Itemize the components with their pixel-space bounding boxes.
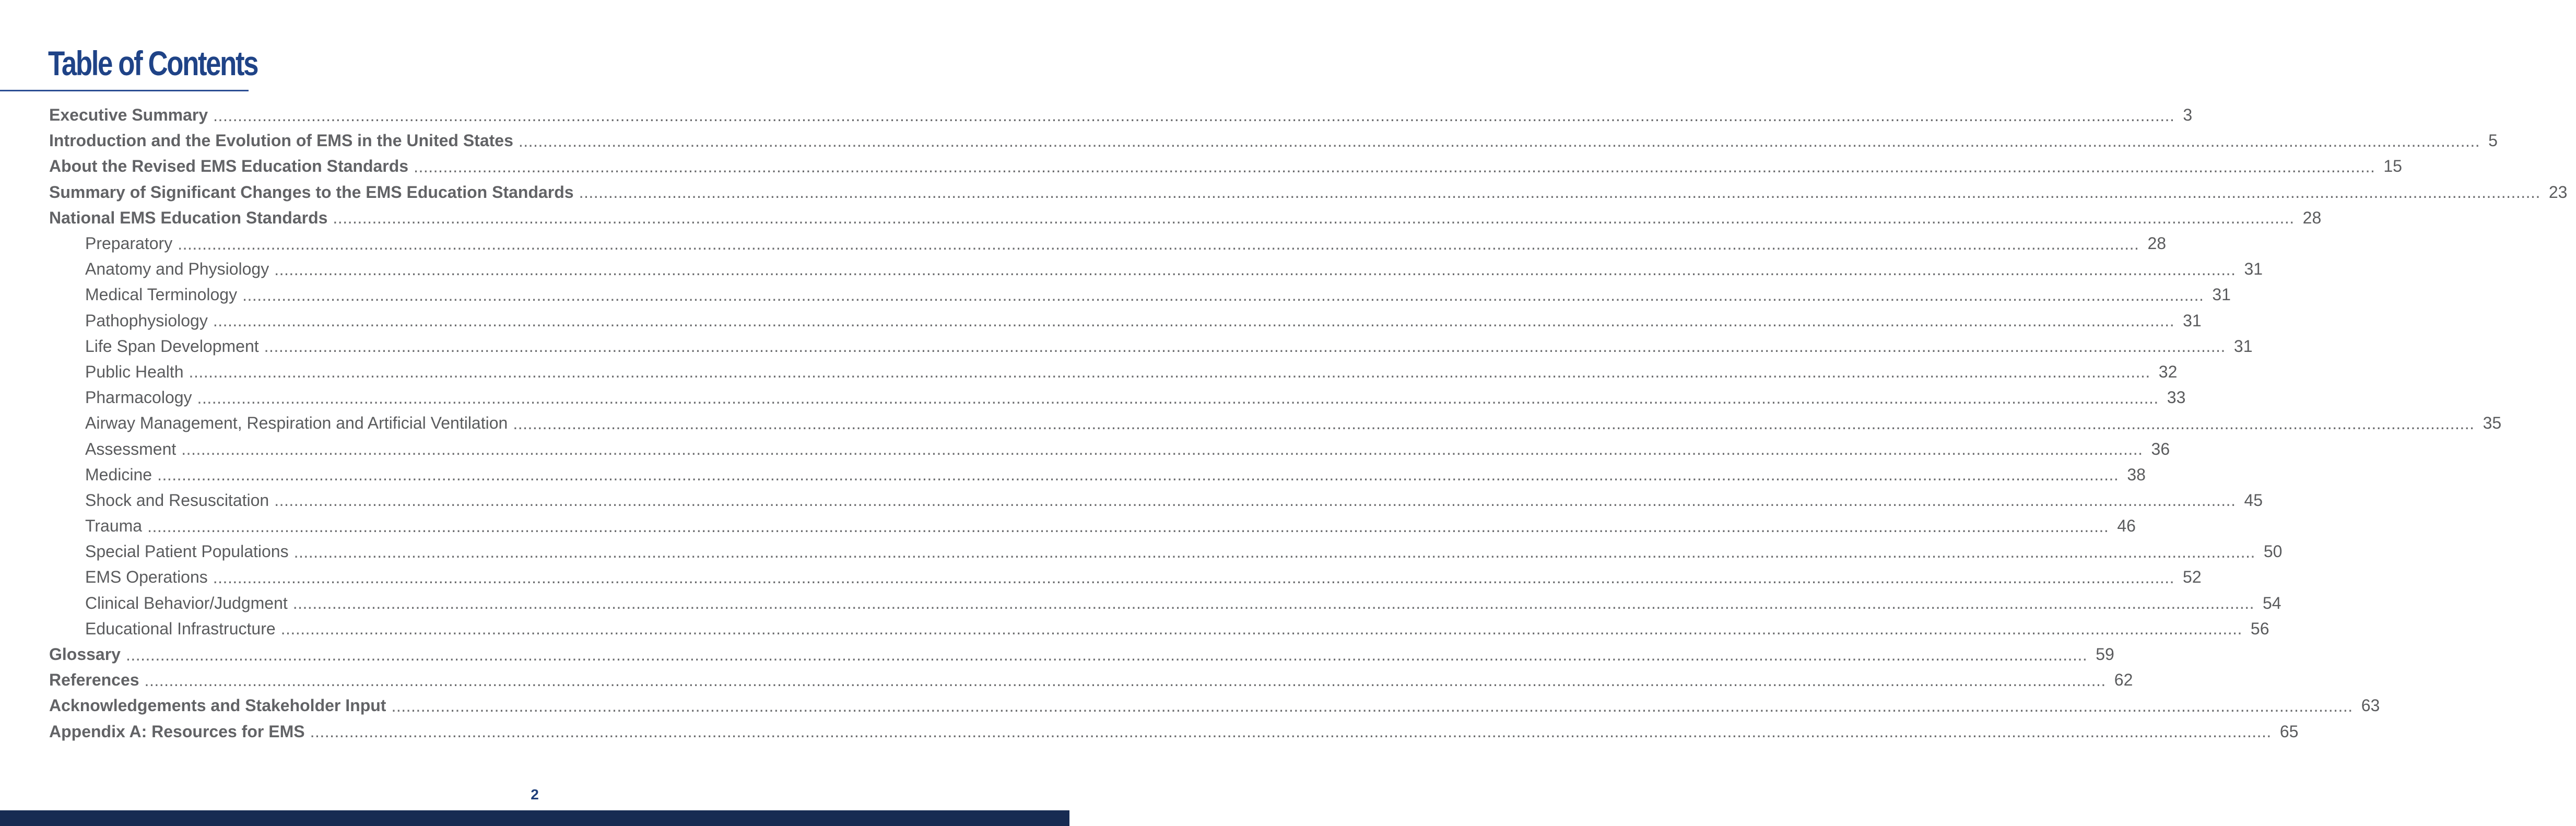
- toc-entry-label: Preparatory: [85, 234, 173, 253]
- toc-leader-dots: ................................................................................................................................................................................................................................................................................................................................................................................................................: [518, 131, 2480, 150]
- toc-leader-dots: ................................................................................................................................................................................................................................................................................................................................................................................................................: [189, 362, 2150, 382]
- toc-subentry[interactable]: [49, 539, 2283, 564]
- toc-entry-page: 28: [2147, 234, 2167, 253]
- toc-leader-dots: ................................................................................................................................................................................................................................................................................................................................................................................................................: [513, 414, 2475, 433]
- toc-entry[interactable]: [49, 693, 2380, 718]
- toc-entry-label: Clinical Behavior/Judgment: [85, 593, 288, 612]
- toc-entry-page: 31: [2212, 285, 2231, 304]
- toc-subentry[interactable]: [49, 256, 2263, 282]
- toc-leader-dots: ................................................................................................................................................................................................................................................................................................................................................................................................................: [414, 157, 2375, 176]
- toc-entry-page: 46: [2117, 516, 2136, 536]
- toc-leader-dots: ................................................................................................................................................................................................................................................................................................................................................................................................................: [391, 696, 2353, 715]
- page-number: 2: [531, 786, 539, 803]
- toc-entry-label: Pathophysiology: [85, 311, 208, 330]
- toc-entry[interactable]: [49, 102, 2193, 128]
- toc-entry-page: 31: [2183, 311, 2202, 330]
- toc-entry-label: References: [49, 670, 139, 690]
- toc-entry-page: 35: [2483, 414, 2502, 433]
- toc-leader-dots: ................................................................................................................................................................................................................................................................................................................................................................................................................: [264, 337, 2226, 356]
- toc-entry-label: Airway Management, Respiration and Artificial Ventilation: [85, 414, 508, 433]
- toc-entry-page: 56: [2250, 619, 2269, 638]
- toc-subentry[interactable]: [49, 616, 2269, 642]
- toc-leader-dots: ................................................................................................................................................................................................................................................................................................................................................................................................................: [280, 619, 2242, 639]
- toc-entry-label: EMS Operations: [85, 568, 208, 587]
- toc-list: [49, 102, 2568, 745]
- toc-entry-page: 5: [2488, 131, 2498, 150]
- toc-entry-page: 54: [2263, 593, 2281, 612]
- toc-leader-dots: ................................................................................................................................................................................................................................................................................................................................................................................................................: [333, 208, 2295, 228]
- toc-entry-page: 31: [2233, 336, 2253, 356]
- toc-entry-page: 62: [2114, 670, 2133, 690]
- toc-entry-label: Anatomy and Physiology: [85, 259, 269, 279]
- toc-entry-label: About the Revised EMS Education Standards: [49, 157, 409, 176]
- toc-entry-page: 63: [2361, 696, 2380, 715]
- toc-leader-dots: ................................................................................................................................................................................................................................................................................................................................................................................................................: [274, 491, 2236, 510]
- toc-leader-dots: ................................................................................................................................................................................................................................................................................................................................................................................................................: [213, 568, 2175, 587]
- toc-entry-label: Shock and Resuscitation: [85, 490, 269, 510]
- toc-entry-page: 36: [2151, 439, 2170, 458]
- toc-entry-page: 3: [2183, 105, 2193, 125]
- toc-entry-page: 50: [2263, 542, 2283, 561]
- toc-leader-dots: ................................................................................................................................................................................................................................................................................................................................................................................................................: [125, 645, 2088, 664]
- toc-leader-dots: ................................................................................................................................................................................................................................................................................................................................................................................................................: [178, 234, 2139, 253]
- toc-entry-label: Appendix A: Resources for EMS: [49, 722, 305, 741]
- toc-leader-dots: ................................................................................................................................................................................................................................................................................................................................................................................................................: [197, 388, 2159, 407]
- toc-entry-label: Medicine: [85, 465, 152, 484]
- toc-entry-page: 45: [2244, 490, 2263, 510]
- toc-entry-label: Public Health: [85, 362, 184, 381]
- toc-entry-label: Assessment: [85, 439, 177, 458]
- toc-leader-dots: ................................................................................................................................................................................................................................................................................................................................................................................................................: [213, 311, 2175, 331]
- toc-entry-page: 15: [2383, 157, 2402, 176]
- toc-entry-page: 38: [2127, 465, 2146, 484]
- toc-leader-dots: ................................................................................................................................................................................................................................................................................................................................................................................................................: [181, 440, 2143, 459]
- toc-leader-dots: ................................................................................................................................................................................................................................................................................................................................................................................................................: [157, 465, 2119, 485]
- footer-bar: [0, 810, 1069, 826]
- toc-leader-dots: ................................................................................................................................................................................................................................................................................................................................................................................................................: [213, 105, 2175, 125]
- toc-subentry[interactable]: [49, 359, 2178, 385]
- toc-entry-page: 65: [2279, 722, 2299, 741]
- toc-leader-dots: ................................................................................................................................................................................................................................................................................................................................................................................................................: [292, 594, 2254, 613]
- toc-entry-label: National EMS Education Standards: [49, 208, 328, 227]
- toc-leader-dots: ................................................................................................................................................................................................................................................................................................................................................................................................................: [310, 722, 2272, 741]
- toc-subentry[interactable]: [49, 385, 2186, 410]
- toc-subentry[interactable]: [49, 488, 2263, 513]
- toc-entry[interactable]: [49, 719, 2299, 745]
- toc-subentry[interactable]: [49, 334, 2253, 359]
- toc-leader-dots: ................................................................................................................................................................................................................................................................................................................................................................................................................: [144, 670, 2106, 690]
- toc-entry-label: Acknowledgements and Stakeholder Input: [49, 696, 386, 715]
- toc-entry-label: Summary of Significant Changes to the EMS Education Standards: [49, 182, 574, 202]
- toc-leader-dots: ................................................................................................................................................................................................................................................................................................................................................................................................................: [579, 183, 2540, 202]
- toc-entry-label: Life Span Development: [85, 336, 259, 356]
- toc-entry[interactable]: [49, 128, 2498, 154]
- toc-entry-page: 52: [2183, 568, 2202, 587]
- toc-subentry[interactable]: [49, 410, 2502, 436]
- title-underline: [0, 90, 249, 91]
- toc-leader-dots: ................................................................................................................................................................................................................................................................................................................................................................................................................: [147, 516, 2109, 536]
- toc-subentry[interactable]: [49, 231, 2167, 256]
- toc-subentry[interactable]: [49, 564, 2202, 590]
- toc-entry-page: 33: [2167, 388, 2186, 407]
- toc-entry-page: 31: [2244, 259, 2263, 279]
- toc-subentry[interactable]: [49, 462, 2146, 488]
- toc-entry-label: Pharmacology: [85, 388, 192, 407]
- toc-entry[interactable]: [49, 667, 2133, 693]
- toc-subentry[interactable]: [49, 513, 2136, 539]
- toc-leader-dots: ................................................................................................................................................................................................................................................................................................................................................................................................................: [293, 542, 2255, 561]
- toc-entry-page: 32: [2158, 362, 2178, 381]
- toc-entry-label: Educational Infrastructure: [85, 619, 276, 638]
- toc-subentry[interactable]: [49, 591, 2281, 616]
- toc-subentry[interactable]: [49, 308, 2202, 334]
- toc-leader-dots: ................................................................................................................................................................................................................................................................................................................................................................................................................: [242, 285, 2204, 304]
- toc-entry[interactable]: [49, 154, 2402, 179]
- toc-entry-page: 28: [2302, 208, 2322, 227]
- toc-entry-page: 59: [2096, 645, 2114, 664]
- toc-entry-page: 23: [2548, 182, 2568, 202]
- toc-entry[interactable]: [49, 205, 2322, 231]
- toc-subentry[interactable]: [49, 282, 2231, 308]
- toc-leader-dots: ................................................................................................................................................................................................................................................................................................................................................................................................................: [274, 259, 2236, 279]
- toc-entry-label: Trauma: [85, 516, 143, 536]
- toc-entry-label: Special Patient Populations: [85, 542, 289, 561]
- toc-subentry[interactable]: [49, 436, 2170, 462]
- toc-entry[interactable]: [49, 642, 2114, 667]
- toc-entry-label: Glossary: [49, 645, 121, 664]
- page-title: Table of Contents: [48, 44, 258, 82]
- toc-entry-label: Introduction and the Evolution of EMS in the United States: [49, 131, 513, 150]
- toc-entry-label: Executive Summary: [49, 105, 208, 125]
- toc-entry[interactable]: [49, 180, 2568, 205]
- toc-entry-label: Medical Terminology: [85, 285, 238, 304]
